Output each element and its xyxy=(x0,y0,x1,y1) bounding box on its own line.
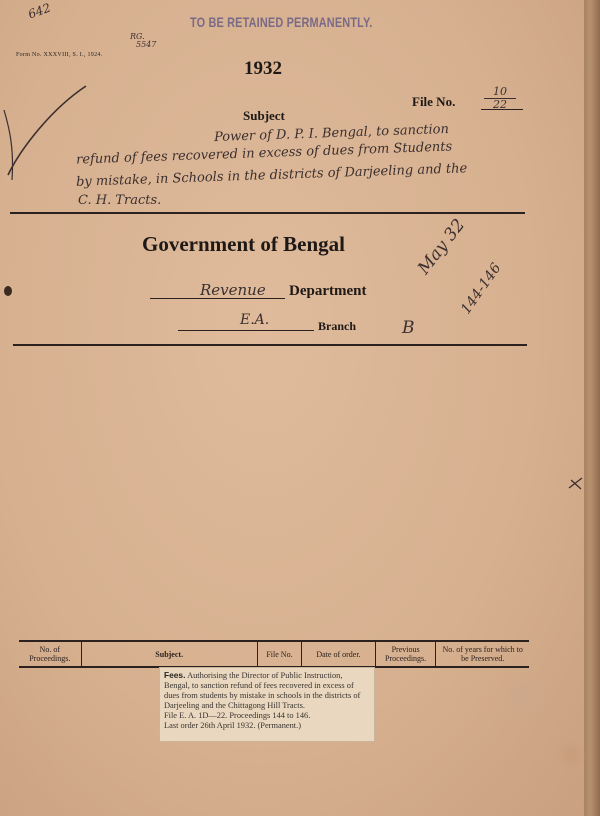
col-proceedings: No. of Proceedings. xyxy=(19,641,81,667)
stain xyxy=(556,740,586,770)
col-years-preserved: No. of years for which to be Preserved. xyxy=(436,641,529,667)
year: 1932 xyxy=(244,58,282,79)
stain xyxy=(498,672,556,724)
department-label: Department xyxy=(289,283,367,299)
file-no-denominator: 22 xyxy=(493,98,507,111)
subject-label: Subject xyxy=(243,108,285,123)
annotation-b: B xyxy=(402,318,415,338)
register-table xyxy=(19,640,529,668)
branch-label: Branch xyxy=(318,319,357,333)
subject-line-3: by mistake, in Schools in the districts of Darjeeling and the xyxy=(75,161,468,190)
pasted-summary-slip xyxy=(159,667,375,742)
margin-note: 642 xyxy=(26,0,53,22)
col-file-no: File No. xyxy=(257,641,301,667)
col-previous-proceedings: Previous Proceedings. xyxy=(375,641,436,667)
col-date-of-order: Date of order. xyxy=(302,641,376,667)
department-handwritten: Revenue xyxy=(200,281,266,299)
subject-line-2: refund of fees recovered in excess of dues from Students xyxy=(75,139,453,168)
file-no-label: File No. xyxy=(412,94,456,109)
margin-note: 5547 xyxy=(136,40,157,49)
slip-status: (Permanent.) xyxy=(257,721,302,730)
subject-line-1: Power of D. P. I. Bengal, to sanction xyxy=(213,121,450,146)
branch-handwritten: E.A. xyxy=(240,312,270,328)
department-line xyxy=(150,298,285,299)
file-no-numerator: 10 xyxy=(484,86,516,99)
slip-body: Authorising the Director of Public Instruction, Bengal, to sanction refund of fees recovered in excess of dues from students by mistake in schools in the districts of Darjeeling and the Chittagong Hill Tracts. xyxy=(164,671,361,710)
form-number: Form No. XXXVIII, S. I., 1924. xyxy=(16,52,103,58)
slip-proceedings: Proceedings 144 to 146. xyxy=(229,711,311,720)
col-subject: Subject. xyxy=(81,641,257,667)
retention-stamp: TO BE RETAINED PERMANENTLY. xyxy=(190,14,373,30)
bottom-rule xyxy=(13,344,527,346)
margin-note: RG. xyxy=(130,32,145,41)
slip-file: File E. A. 1D—22. xyxy=(164,711,228,720)
slip-last-order: Last order 26th April 1932. xyxy=(164,721,256,730)
file-no-value xyxy=(484,86,516,111)
government-title: Government of Bengal xyxy=(142,232,345,256)
top-rule xyxy=(10,212,525,214)
annotation-proceedings: 144-146 xyxy=(458,260,505,318)
register-header-row xyxy=(19,641,529,667)
pen-mark xyxy=(566,474,586,492)
page-edge xyxy=(584,0,600,816)
hole-mark xyxy=(4,286,12,296)
slip-heading: Fees. xyxy=(164,670,186,680)
subject-line-4: C. H. Tracts. xyxy=(78,193,162,208)
branch-line xyxy=(178,330,314,331)
annotation-date: May 32 xyxy=(414,215,470,279)
